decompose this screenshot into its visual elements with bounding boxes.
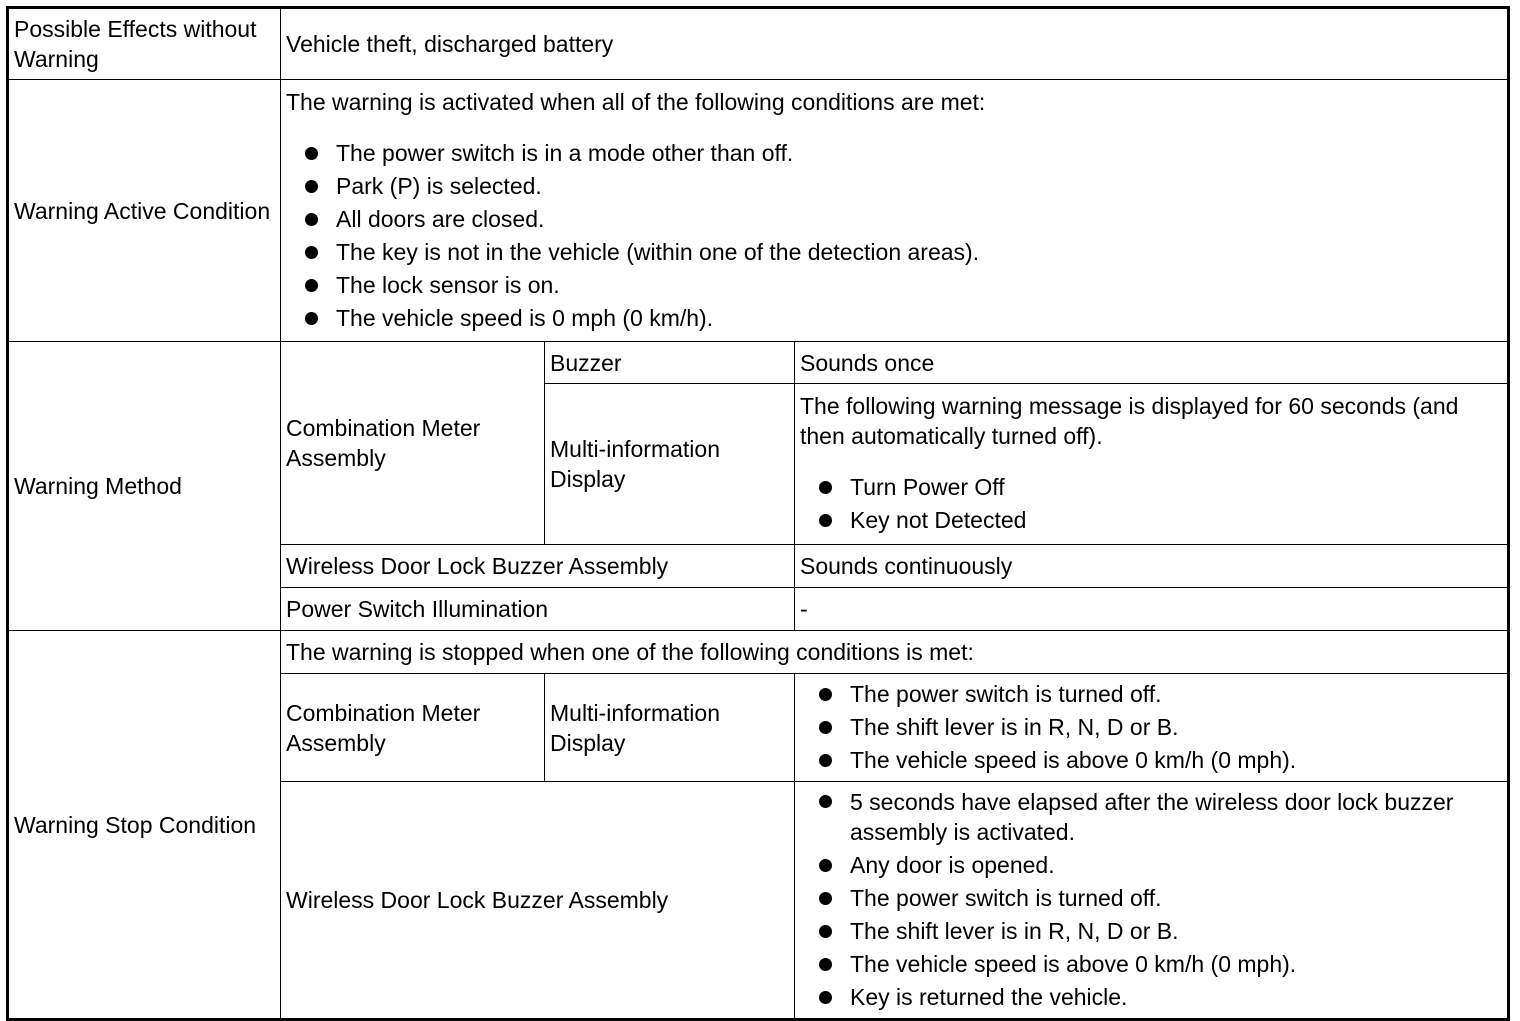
list-item: The key is not in the vehicle (within one of the detection areas). xyxy=(286,236,1502,269)
row-stop-condition-intro xyxy=(8,631,1509,674)
row-possible-effects xyxy=(8,8,1509,80)
method-door-lock-label: Wireless Door Lock Buzzer Assembly xyxy=(281,545,795,588)
method-door-lock-value: Sounds continuously xyxy=(795,545,1509,588)
stop-mid-cell xyxy=(795,674,1509,782)
stop-condition-label: Warning Stop Condition xyxy=(8,631,281,1020)
row-active-condition xyxy=(8,80,1509,342)
method-mid-list xyxy=(800,471,1502,537)
list-item: Park (P) is selected. xyxy=(286,170,1502,203)
list-item: The vehicle speed is 0 mph (0 km/h). xyxy=(286,302,1502,335)
method-buzzer-label: Buzzer xyxy=(545,342,795,384)
list-item: The vehicle speed is above 0 km/h (0 mph). xyxy=(800,948,1502,981)
list-item: The lock sensor is on. xyxy=(286,269,1502,302)
method-mid-label: Multi-information Display xyxy=(545,384,795,545)
method-combination-meter-label: Combination Meter Assembly xyxy=(281,342,545,545)
stop-mid-label: Multi-information Display xyxy=(545,674,795,782)
stop-mid-list xyxy=(800,678,1502,777)
list-item: Turn Power Off xyxy=(800,471,1502,504)
method-power-switch-value: - xyxy=(795,588,1509,631)
stop-door-lock-cell xyxy=(795,782,1509,1020)
possible-effects-label: Possible Effects without Warning xyxy=(8,8,281,80)
method-mid-intro: The following warning message is displayed for 60 seconds (and then automatically turned off). xyxy=(800,393,1459,449)
active-condition-cell xyxy=(281,80,1509,342)
method-mid-cell xyxy=(795,384,1509,545)
stop-condition-intro: The warning is stopped when one of the following conditions is met: xyxy=(281,631,1509,674)
active-condition-label: Warning Active Condition xyxy=(8,80,281,342)
stop-combination-meter-label: Combination Meter Assembly xyxy=(281,674,545,782)
row-warning-method-buzzer xyxy=(8,342,1509,384)
list-item: Key not Detected xyxy=(800,504,1502,537)
stop-door-lock-list xyxy=(800,786,1502,1014)
list-item: The power switch is in a mode other than off. xyxy=(286,137,1502,170)
active-condition-list xyxy=(286,137,1502,335)
list-item: 5 seconds have elapsed after the wireless door lock buzzer assembly is activated. xyxy=(800,786,1502,849)
list-item: The vehicle speed is above 0 km/h (0 mph). xyxy=(800,744,1502,777)
list-item: Key is returned the vehicle. xyxy=(800,981,1502,1014)
method-buzzer-value: Sounds once xyxy=(795,342,1509,384)
list-item: The shift lever is in R, N, D or B. xyxy=(800,711,1502,744)
active-condition-intro: The warning is activated when all of the following conditions are met: xyxy=(286,88,986,115)
list-item: The shift lever is in R, N, D or B. xyxy=(800,915,1502,948)
stop-door-lock-label: Wireless Door Lock Buzzer Assembly xyxy=(281,782,795,1020)
method-power-switch-label: Power Switch Illumination xyxy=(281,588,795,631)
list-item: The power switch is turned off. xyxy=(800,678,1502,711)
list-item: Any door is opened. xyxy=(800,849,1502,882)
list-item: The power switch is turned off. xyxy=(800,882,1502,915)
warning-spec-table xyxy=(6,6,1510,1021)
possible-effects-value: Vehicle theft, discharged battery xyxy=(281,8,1509,80)
warning-method-label: Warning Method xyxy=(8,342,281,631)
list-item: All doors are closed. xyxy=(286,203,1502,236)
